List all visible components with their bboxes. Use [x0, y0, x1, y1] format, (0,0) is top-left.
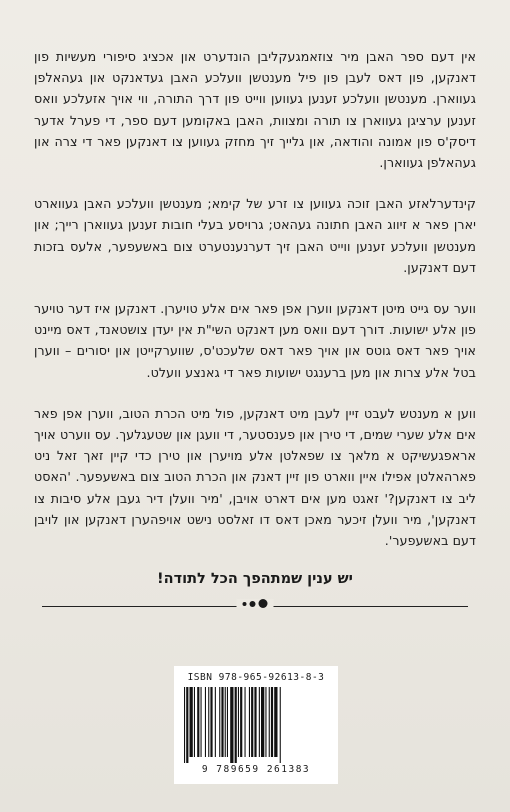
barcode-stripe: [238, 687, 239, 757]
description-paragraph-3: ווער עס גייט מיטן דאנקען ווערן אפן פאר אים אלע טויערן. דאנקען איז דער טויער פון אלע ישועות. דורך דעם וואס מען דאנקט השי"ת אין יעדן צושטאנד, דאס מיינט אויך פאר דאס גוטס און אויך פאר דאס שלעכט'ס, שווערקייטן און יסורים – ווערן בטל אלע צרות און מען ברענגט ישועות פאר די גאנצע וועלט.: [34, 301, 476, 380]
description-paragraph-2: קינדערלאזע האבן זוכה געווען צו זרע של קימא; מענטשן וועלכע האבן געווארט יארן פאר א זיווג האבן חתונה געהאט; גרויסע בעלי חובות זענען געווארן רייך; און מענטשן וועלכע זענען ווייט האבן זיך דערנענטערט צום באשעפער, אלעס בזכות דעם דאנקען.: [34, 196, 476, 275]
barcode-stripe: [205, 687, 206, 757]
barcode-block: [174, 666, 338, 784]
barcode-stripe: [230, 687, 233, 763]
barcode-stripe: [215, 687, 216, 757]
barcode-stripe: [184, 687, 185, 763]
barcode-stripe: [197, 687, 199, 757]
barcode-stripe: [245, 687, 246, 757]
barcode-stripe: [201, 687, 202, 757]
barcode-stripe: [221, 687, 223, 757]
barcode-stripe: [194, 687, 195, 757]
barcode-stripe: [249, 687, 250, 757]
barcode-stripe: [251, 687, 253, 757]
description-paragraph-1: אין דעם ספר האבן מיר צוזאמגעקליבן הונדערט און אכציג סיפורי מעשיות פון דאנקען, פון דאס לעבן פון פיל מענטשן וועלכע האבן געדאנקט און געהאלפן געווארן. מענטשן וועלכע זענען געווען ווייט פון דרך התורה, ווי אויך אזעלכע וואס זענען ערציגן געווארן צו תורה ומצוות, האבן באקומען דעם ספר, די פערל אדער דיסק'ס פון אמונה והודאה, און גלייך זיך מחזק געווען צו דאנקען פאר די צרה און געהאלפן געווארן.: [34, 49, 476, 171]
dot-small: [243, 602, 247, 606]
description-paragraph-4: ווען א מענטש לעבט זיין לעבן מיט דאנקען, פול מיט הכרת הטוב, ווערן אפן פאר אים אלע שערי שמים, די טירן און פענסטער, די וועגן און שטעגלעך. עס ווערט אויך אראפגעשיקט א מלאך צו שפאלטן אלע מויערן און טירן כדי קיין זאך זאל ניט פארהאלטן אפילו איין ווארט פון זיין דאנק און הכרת הטוב צום באשעפער. 'האסט ליב צו דאנקען?' זאגט מען אים דארט אויבן, 'מיר וועלן דיר געבן אלע סיבות צו דאנקען', מיר וועלן זיכער מאכן דאס דו זאלסט נישט אויפהערן דאנקען און לויבן דעם באשעפער'.: [34, 405, 476, 549]
barcode-stripe: [219, 687, 220, 757]
barcode-stripe: [269, 687, 270, 757]
tagline: יש ענין שמתהפך הכל לתודה!: [157, 571, 353, 588]
barcode-stripe: [280, 687, 281, 763]
barcode-stripe: [227, 687, 228, 757]
dot-large: [259, 599, 268, 608]
divider-dots-icon: [237, 599, 274, 608]
barcode-digits: 9 789659 261383: [201, 764, 311, 775]
barcode-stripe: [261, 687, 264, 757]
barcode-stripe: [274, 687, 277, 757]
barcode-stripe: [186, 687, 188, 763]
barcode-stripe: [271, 687, 273, 757]
barcode-stripe: [240, 687, 242, 757]
barcode-stripe: [225, 687, 226, 757]
dot-medium: [250, 601, 256, 607]
barcode-stripe: [210, 687, 212, 757]
barcode-stripe: [254, 687, 256, 757]
barcode-icon: [180, 687, 332, 763]
barcode-stripe: [235, 687, 237, 763]
ornament-divider: [42, 599, 468, 615]
barcode-stripe: [259, 687, 260, 757]
isbn-label: ISBN 978-965-92613-8-3: [187, 672, 325, 683]
barcode-stripe: [190, 687, 193, 757]
barcode-stripe: [208, 687, 209, 757]
barcode-stripe: [265, 687, 266, 757]
